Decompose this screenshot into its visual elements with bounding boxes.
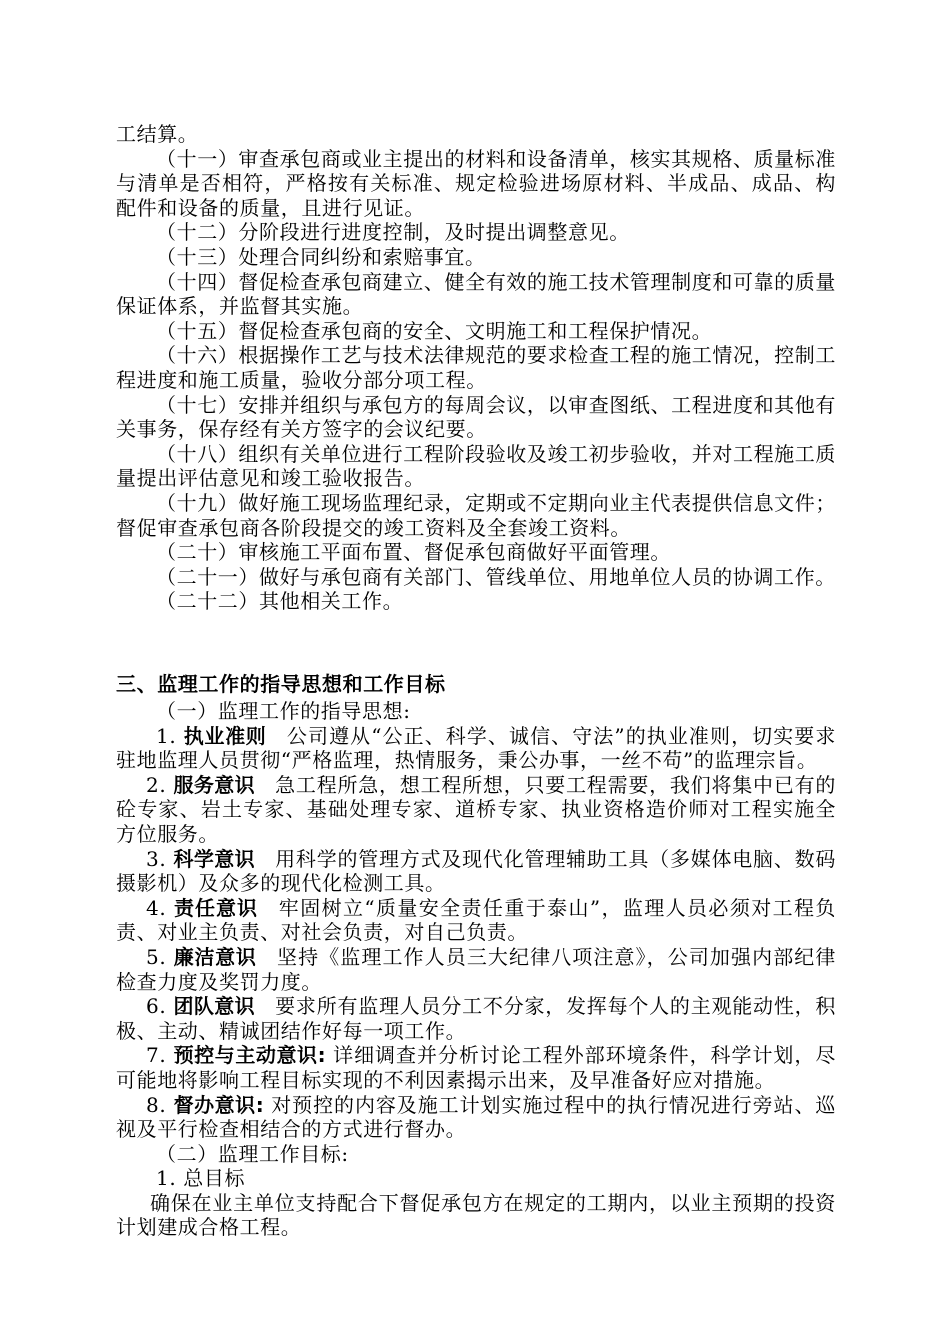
list-item: （十六）根据操作工艺与技术法律规范的要求检查工程的施工情况，控制工程进度和施工质量，验收分部分项工程。 <box>116 343 836 392</box>
principle-number: 6. <box>146 994 167 1019</box>
list-item: （十八）组织有关单位进行工程阶段验收及竣工初步验收，并对工程施工质量提出评估意见和竣工验收报告。 <box>116 441 836 491</box>
principle-number: 2. <box>146 772 167 797</box>
list-item: （二十一）做好与承包商有关部门、管线单位、用地单位人员的协调工作。 <box>156 564 836 589</box>
subsection-title: （一）监理工作的指导思想: <box>156 699 411 723</box>
duties-list <box>116 122 836 614</box>
principle-text: 要求所有监理人员分工不分家，发挥每个人的主观能动性，积极、主动、精诚团结作好每一项工作。 <box>116 994 836 1043</box>
principle-term: 执业准则 <box>183 723 267 748</box>
principle-text: 对预控的内容及施工计划实施过程中的执行情况进行旁站、巡视及平行检查相结合的方式进行督办。 <box>116 1092 837 1142</box>
principle-item <box>116 773 836 847</box>
list-item: （十二）分阶段进行进度控制，及时提出调整意见。 <box>156 220 630 245</box>
list-item: （二十二）其他相关工作。 <box>156 589 404 614</box>
principle-number: 7. <box>146 1043 167 1068</box>
principle-number: 8. <box>146 1092 167 1117</box>
principle-number: 4. <box>146 895 167 920</box>
list-item: （二十）审核施工平面布置、督促承包商做好平面管理。 <box>156 540 671 565</box>
principle-item <box>116 724 836 773</box>
list-item: 工结算。 <box>116 122 199 146</box>
principle-term: 督办意识: <box>173 1092 264 1117</box>
principle-item <box>116 945 836 994</box>
principle-item <box>116 994 836 1043</box>
principle-item <box>116 896 836 945</box>
principle-term: 预控与主动意识: <box>173 1043 326 1068</box>
principle-text: 公司遵从“公正、科学、诚信、守法”的执业准则，切实要求驻地监理人员贯彻“严格监理，热情服务，秉公办事，一丝不苟”的监理宗旨。 <box>116 723 836 773</box>
principle-term: 科学意识 <box>173 846 255 871</box>
principle-number: 3. <box>146 846 167 871</box>
principle-text: 用科学的管理方式及现代化管理辅助工具（多媒体电脑、数码摄影机）及众多的现代化检测工具。 <box>116 846 836 896</box>
principles-section <box>116 699 836 1240</box>
principle-term: 责任意识 <box>174 895 259 920</box>
principle-item <box>116 1043 836 1092</box>
principle-number: 1. <box>156 723 177 748</box>
principle-number: 5. <box>146 944 167 969</box>
principle-item <box>116 847 836 896</box>
principle-term: 服务意识 <box>173 772 255 797</box>
list-item: （十一）审查承包商或业主提出的材料和设备清单，核实其规格、质量标准与清单是否相符，严格按有关标准、规定检验进场原材料、半成品、成品、构配件和设备的质量，且进行见证。 <box>116 146 836 220</box>
list-item: （十七）安排并组织与承包方的每周会议，以审查图纸、工程进度和其他有关事务，保存经有关方签字的会议纪要。 <box>116 392 836 442</box>
subsection-title: （二）监理工作目标: <box>156 1141 349 1166</box>
section-heading: 三、监理工作的指导思想和工作目标 <box>116 672 446 696</box>
list-item: （十四）督促检查承包商建立、健全有效的施工技术管理制度和可靠的质量保证体系，并监督其实施。 <box>116 269 836 319</box>
principle-text: 急工程所急，想工程所想，只要工程需要，我们将集中已有的砼专家、岩土专家、基础处理专家、道桥专家、执业资格造价师对工程实施全方位服务。 <box>116 772 836 846</box>
principle-item <box>116 1093 836 1142</box>
principle-text: 坚持《监理工作人员三大纪律八项注意》，公司加强内部纪律检查力度及奖罚力度。 <box>116 944 836 994</box>
principle-text: 详细调查并分析讨论工程外部环境条件，科学计划，尽可能地将影响工程目标实现的不利因素揭示出来，及早准备好应对措施。 <box>116 1043 836 1092</box>
principle-term: 团队意识 <box>173 994 255 1019</box>
goal-text: 确保在业主单位支持配合下督促承包方在规定的工期内，以业主预期的投资计划建成合格工程。 <box>116 1190 836 1240</box>
list-item: （十九）做好施工现场监理纪录，定期或不定期向业主代表提供信息文件；督促审查承包商各阶段提交的竣工资料及全套竣工资料。 <box>116 490 836 540</box>
list-item: （十五）督促检查承包商的安全、文明施工和工程保护情况。 <box>156 318 713 343</box>
principle-term: 廉洁意识 <box>173 944 257 969</box>
list-item: （十三）处理合同纠纷和索赔事宜。 <box>156 244 486 269</box>
goal-title: 1. 总目标 <box>156 1166 246 1191</box>
principle-text: 牢固树立“质量安全责任重于泰山”，监理人员必须对工程负责、对业主负责、对社会负责，对自己负责。 <box>116 895 836 945</box>
